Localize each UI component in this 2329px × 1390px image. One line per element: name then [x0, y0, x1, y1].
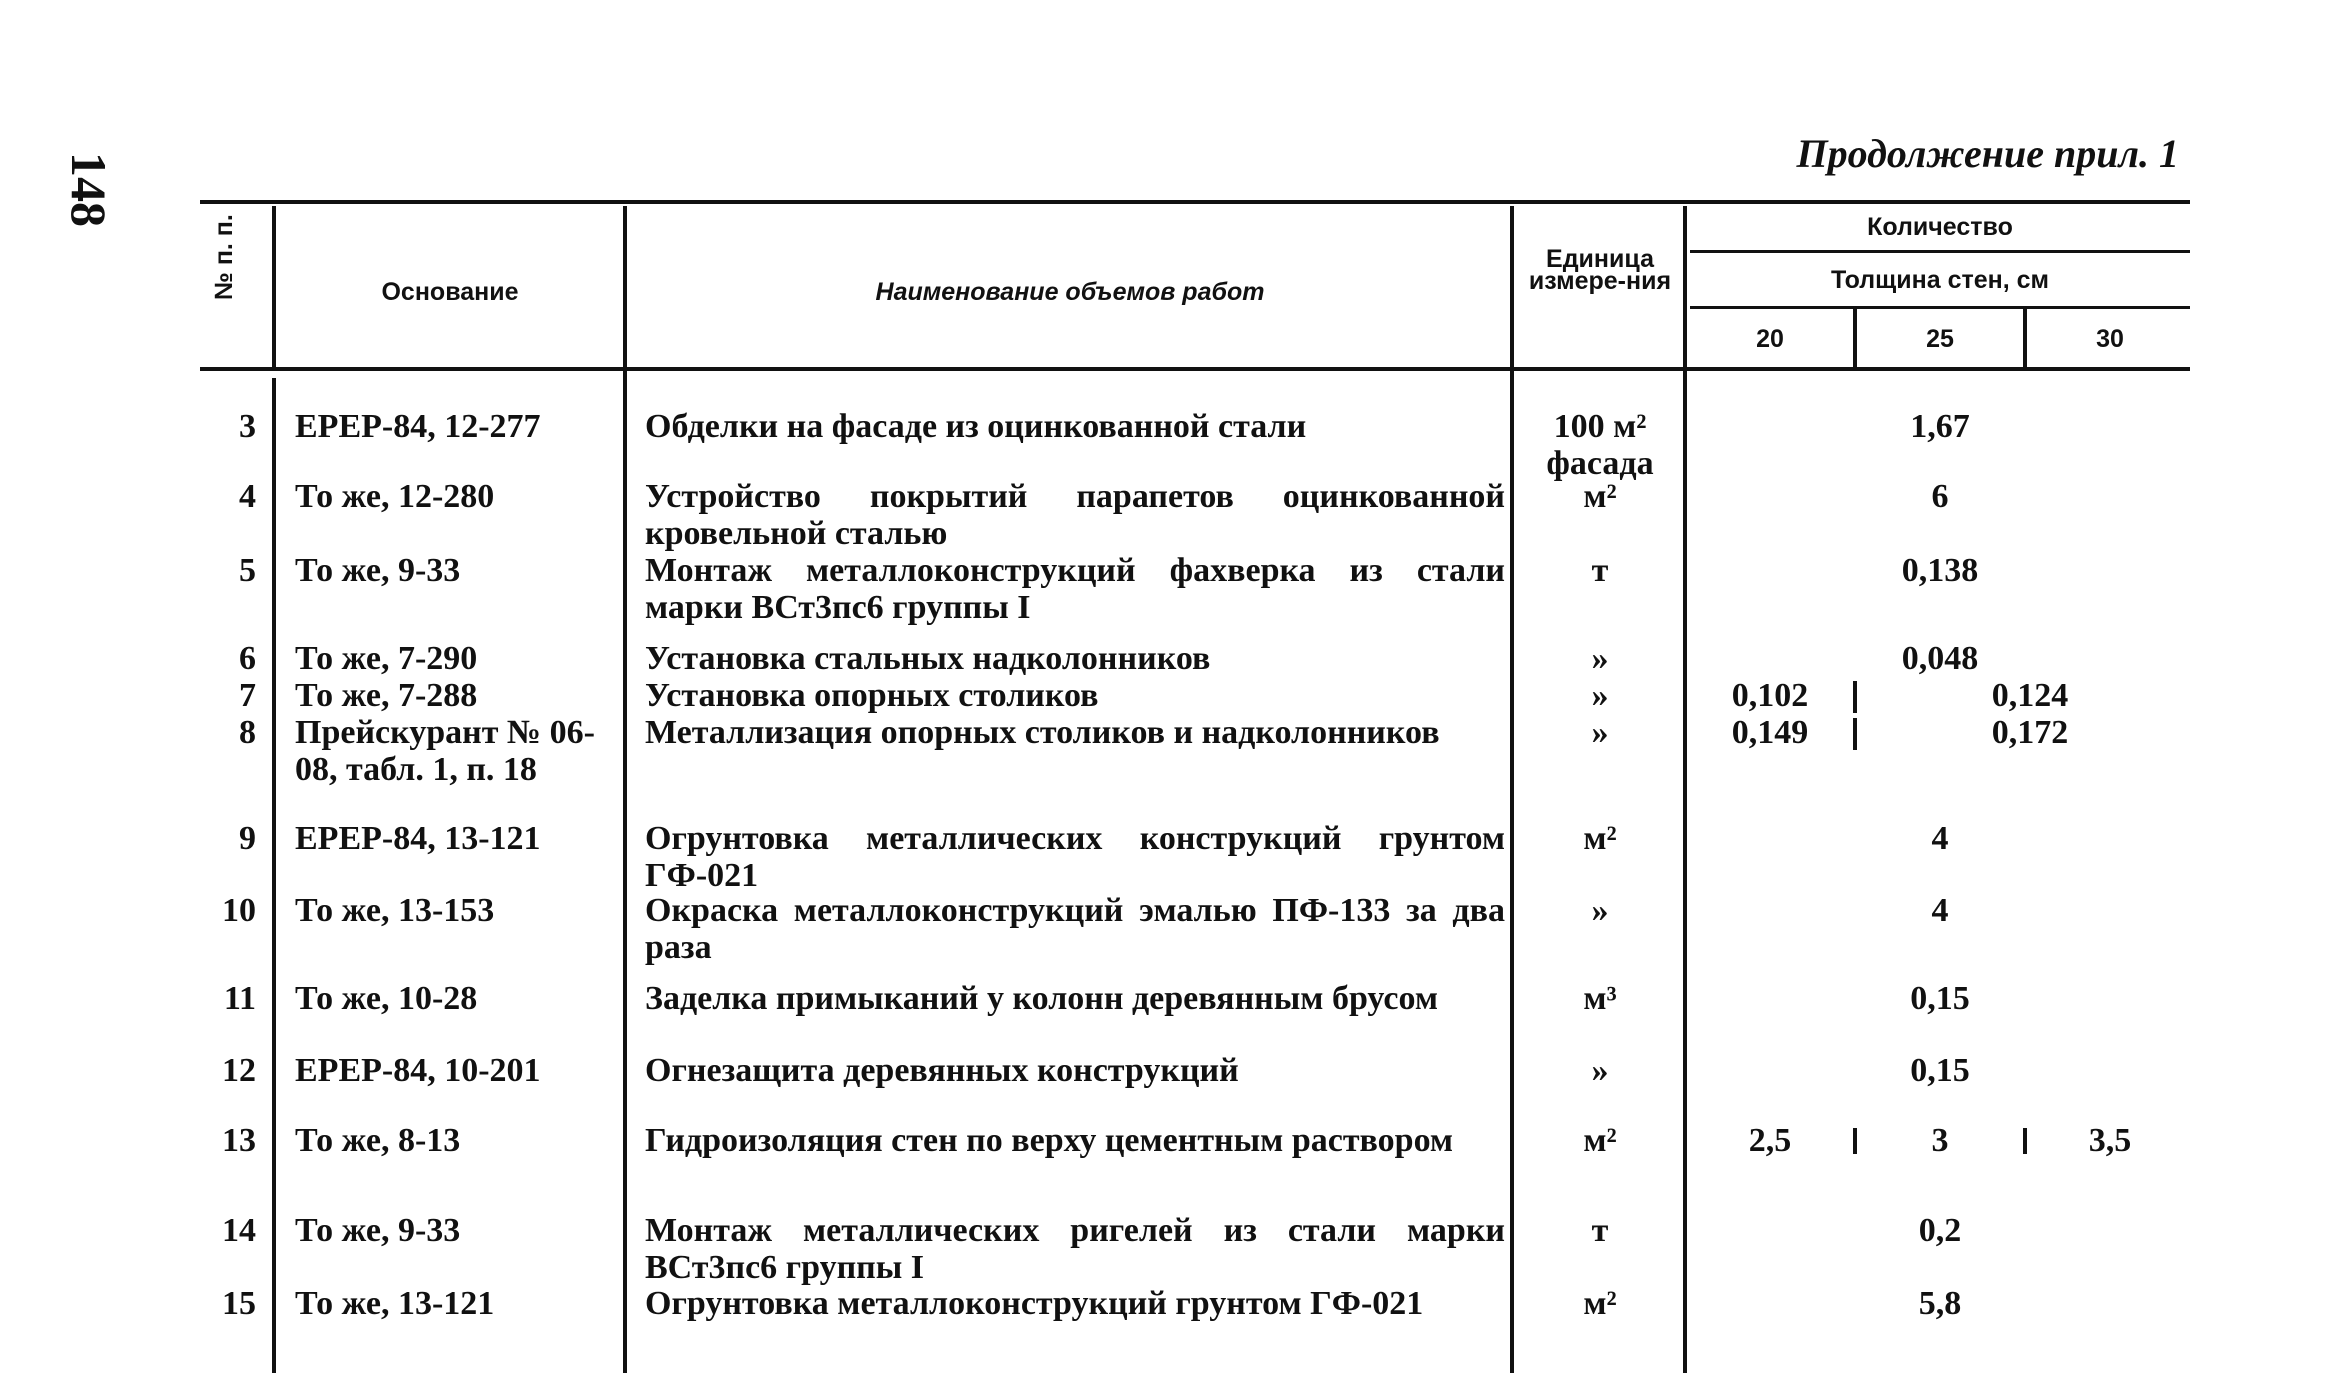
row-unit: т: [1591, 1212, 1609, 1249]
row-unit: »: [1591, 1052, 1609, 1089]
row-num: 11: [223, 980, 256, 1017]
row-qty-20: 2,5: [1748, 1122, 1792, 1159]
row-num: 10: [222, 892, 256, 929]
separator-tick: [2023, 1128, 2027, 1154]
row-work: Устройство покрытий парапетов оцинкованной кровельной сталью: [645, 478, 1505, 552]
row-qty-25-30: 0,172: [1991, 714, 2069, 751]
row-qty-20: 0,102: [1731, 677, 1809, 714]
row-unit: »: [1591, 640, 1609, 677]
header-col-25: 25: [1926, 325, 1954, 353]
row-work: Установка опорных столиков: [645, 677, 1099, 714]
row-num: 14: [222, 1212, 256, 1249]
row-basis: ЕРЕР-84, 10-201: [295, 1052, 541, 1089]
row-num: 15: [222, 1285, 256, 1322]
row-work: Установка стальных надколонников: [645, 640, 1211, 677]
row-work: Огрунтовка металлических конструкций грунтом ГФ-021: [645, 820, 1505, 894]
row-basis: То же, 13-153: [295, 892, 495, 929]
separator-tick: [1853, 681, 1857, 713]
row-basis: Прейскурант № 06-08, табл. 1, п. 18: [295, 714, 595, 788]
row-work: Монтаж металлоконструкций фахверка из стали марки ВСт3пс6 группы I: [645, 552, 1505, 626]
header-num: № п. п.: [210, 214, 238, 300]
row-qty: 6: [1931, 478, 1949, 515]
header-thickness: Толщина стен, см: [1830, 266, 2050, 294]
row-unit: м²: [1583, 1122, 1617, 1159]
row-work: Металлизация опорных столиков и надколонников: [645, 714, 1440, 751]
row-qty: 0,15: [1910, 980, 1970, 1017]
row-basis: ЕРЕР-84, 12-277: [295, 408, 541, 445]
row-num: 9: [239, 820, 256, 857]
row-unit: т: [1591, 552, 1609, 589]
row-basis: То же, 8-13: [295, 1122, 461, 1159]
row-unit: 100 м² фасада: [1546, 408, 1654, 482]
row-unit: м²: [1583, 1285, 1617, 1322]
header-quantity: Количество: [1867, 213, 2013, 241]
row-unit: м²: [1583, 478, 1617, 515]
row-unit: »: [1591, 892, 1609, 929]
page-number: 148: [61, 152, 117, 227]
row-work: Гидроизоляция стен по верху цементным раствором: [645, 1122, 1454, 1159]
row-work: Огрунтовка металлоконструкций грунтом ГФ-021: [645, 1285, 1424, 1322]
row-basis: То же, 12-280: [295, 478, 495, 515]
row-unit: »: [1591, 677, 1609, 714]
row-work: Огнезащита деревянных конструкций: [645, 1052, 1239, 1089]
row-qty: 0,048: [1901, 640, 1979, 677]
row-basis: То же, 13-121: [295, 1285, 495, 1322]
row-num: 13: [222, 1122, 256, 1159]
row-num: 5: [239, 552, 256, 589]
row-basis: То же, 9-33: [295, 552, 461, 589]
header-unit: Единица измере-ния: [1528, 245, 1672, 295]
row-num: 7: [239, 677, 256, 714]
row-qty-30: 3,5: [2088, 1122, 2132, 1159]
row-basis: То же, 9-33: [295, 1212, 461, 1249]
row-basis: То же, 7-290: [295, 640, 478, 677]
row-num: 4: [239, 478, 256, 515]
row-qty-25: 3: [1931, 1122, 1949, 1159]
separator-tick: [1853, 718, 1857, 750]
row-work: Монтаж металлических ригелей из стали марки ВСт3пс6 группы I: [645, 1212, 1505, 1286]
row-qty: 0,2: [1918, 1212, 1962, 1249]
header-basis: Основание: [381, 278, 519, 306]
row-qty: 1,67: [1910, 408, 1970, 445]
row-unit: »: [1591, 714, 1609, 751]
row-work: Окраска металлоконструкций эмалью ПФ-133 за два раза: [645, 892, 1505, 966]
row-num: 6: [239, 640, 256, 677]
row-qty: 5,8: [1918, 1285, 1962, 1322]
row-qty-25-30: 0,124: [1991, 677, 2069, 714]
row-qty: 4: [1931, 892, 1949, 929]
row-qty: 4: [1931, 820, 1949, 857]
row-qty: 0,138: [1901, 552, 1979, 589]
row-num: 12: [222, 1052, 256, 1089]
row-num: 8: [239, 714, 256, 751]
row-work: Обделки на фасаде из оцинкованной стали: [645, 408, 1307, 445]
row-unit: м³: [1583, 980, 1617, 1017]
row-num: 3: [239, 408, 256, 445]
row-unit: м²: [1583, 820, 1617, 857]
row-qty: 0,15: [1910, 1052, 1970, 1089]
row-basis: ЕРЕР-84, 13-121: [295, 820, 541, 857]
row-qty-20: 0,149: [1731, 714, 1809, 751]
header-work: Наименование объемов работ: [875, 278, 1265, 306]
header-col-30: 30: [2096, 325, 2124, 353]
continuation-caption: Продолжение прил. 1: [1796, 131, 2179, 176]
separator-tick: [1853, 1128, 1857, 1154]
row-basis: То же, 7-288: [295, 677, 478, 714]
header-col-20: 20: [1756, 325, 1784, 353]
row-work: Заделка примыканий у колонн деревянным брусом: [645, 980, 1438, 1017]
row-basis: То же, 10-28: [295, 980, 478, 1017]
